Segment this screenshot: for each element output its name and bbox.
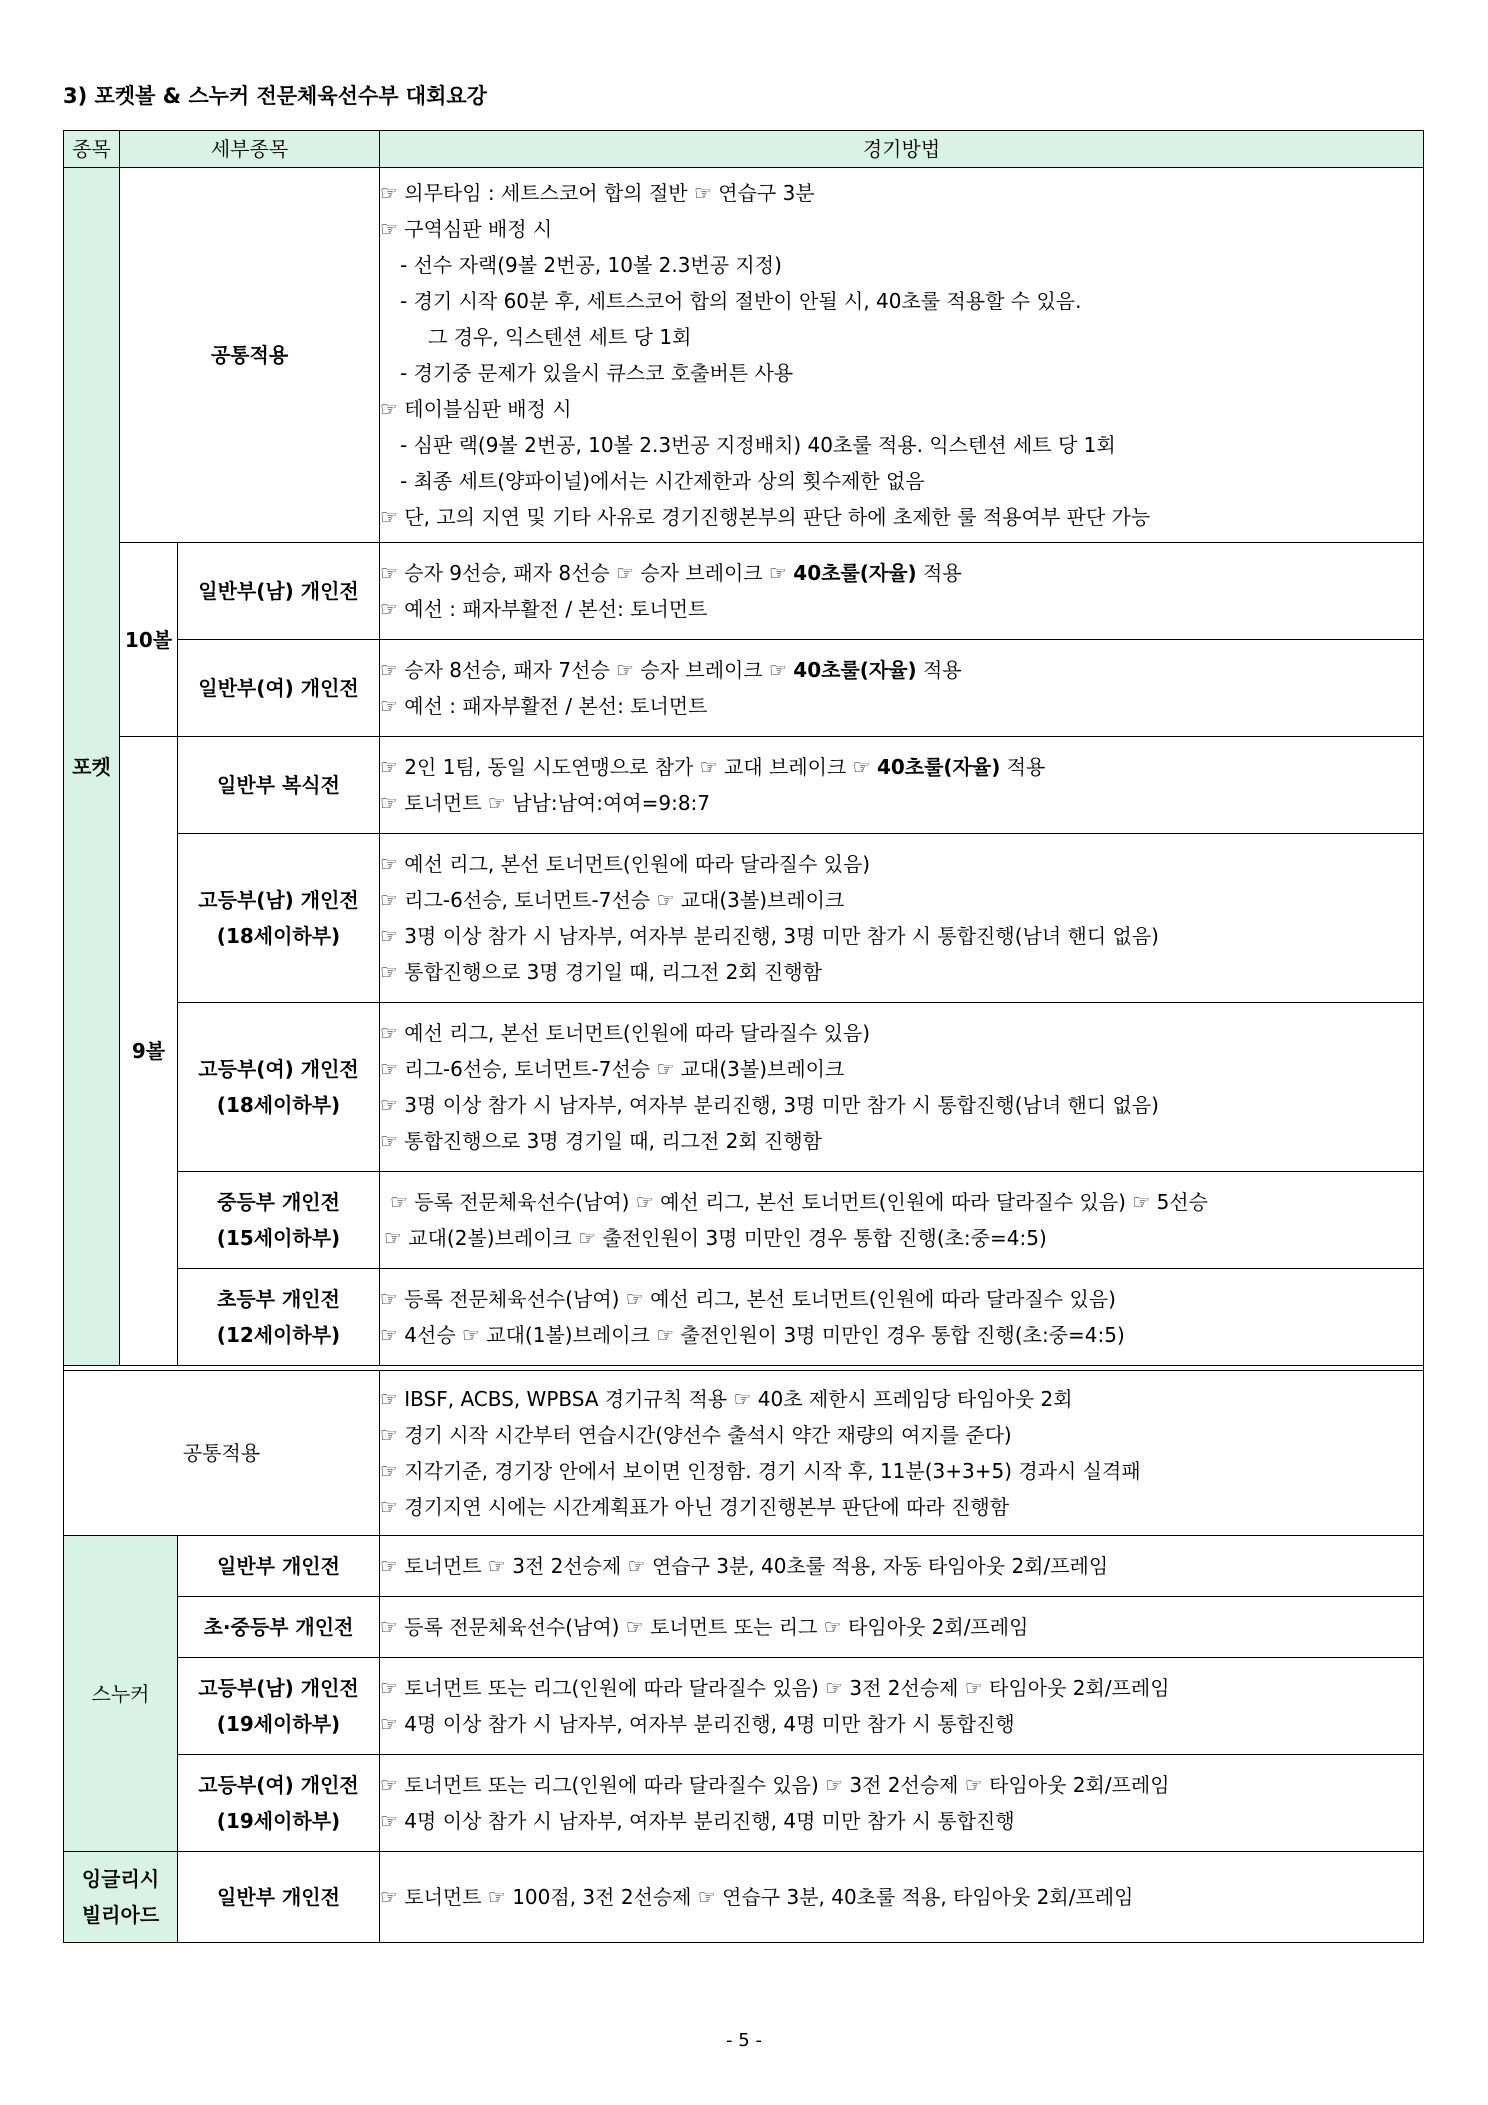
sub-label-age: (19세이하부)	[216, 1809, 341, 1833]
9ball-es-rules	[380, 1269, 1424, 1366]
snooker-common-rules	[380, 1371, 1424, 1536]
group-snooker	[64, 1536, 178, 1852]
rule-line: ☞ 등록 전문체육선수(남여) ☞ 토너먼트 또는 리그 ☞ 타임아웃 2회/프레임	[380, 1615, 1029, 1639]
sub-9ball-ms	[178, 1172, 380, 1269]
sub-10ball-label: 10볼	[124, 627, 173, 652]
rule-line: ☞ 토너먼트 ☞ 3전 2선승제 ☞ 연습구 3분, 40초룰 적용, 자동 타임아웃 2회/프레임	[380, 1554, 1109, 1578]
sub-9ball-hs-men	[178, 834, 380, 1003]
rule-line: ☞ 예선 리그, 본선 토너먼트(인원에 따라 달라질수 있음)	[380, 852, 871, 876]
rule-line: ☞ 교대(2볼)브레이크 ☞ 출전인원이 3명 미만인 경우 통합 진행(초:중=4:5)	[384, 1226, 1047, 1250]
table-row	[64, 1658, 1424, 1755]
header-sub-event: 세부종목	[120, 131, 380, 168]
group-snooker-label: 스누커	[91, 1681, 150, 1706]
sub-label-age: (18세이하부)	[216, 924, 341, 948]
sub-10ball-men: 일반부(남) 개인전	[178, 543, 380, 640]
rule-line: ☞ 토너먼트 또는 리그(인원에 따라 달라질수 있음) ☞ 3전 2선승제 ☞ 타임아웃 2회/프레임	[380, 1676, 1170, 1700]
sub-9ball-label: 9볼	[131, 1039, 166, 1063]
snooker-hs-men-rules	[380, 1658, 1424, 1755]
page-title: 3) 포켓볼 & 스누커 전문체육선수부 대회요강	[63, 84, 487, 108]
table-row	[64, 1003, 1424, 1172]
snooker-hs-women-rules	[380, 1755, 1424, 1852]
rule-line: - 심판 랙(9볼 2번공, 10볼 2.3번공 지정배치) 40초룰 적용. 익스텐션 세트 당 1회	[400, 433, 1116, 457]
rule-text: 적용	[1000, 755, 1046, 779]
sub-snooker-common-label: 공통적용	[182, 1441, 261, 1465]
rule-line: ☞ 4명 이상 참가 시 남자부, 여자부 분리진행, 4명 미만 참가 시 통합진행	[380, 1809, 1015, 1833]
rule-line: ☞ 4명 이상 참가 시 남자부, 여자부 분리진행, 4명 미만 참가 시 통합진행	[380, 1712, 1015, 1736]
table-row	[64, 1536, 1424, 1597]
header-event: 종목	[64, 131, 120, 168]
rule-bold: 40초룰(자율)	[793, 658, 917, 682]
table-row	[64, 168, 1424, 543]
rule-line: - 최종 세트(양파이널)에서는 시간제한과 상의 횟수제한 없음	[400, 469, 925, 493]
group-pocket	[64, 168, 120, 1366]
sub-pocket-common-label: 공통적용	[210, 343, 289, 367]
sub-snooker-hs-men	[178, 1658, 380, 1755]
sub-label-age: (12세이하부)	[216, 1323, 341, 1347]
rule-text: 적용	[916, 561, 962, 585]
rule-line: ☞ 3명 이상 참가 시 남자부, 여자부 분리진행, 3명 미만 참가 시 통합진행(남녀 핸디 없음)	[380, 924, 1159, 948]
table-row	[64, 834, 1424, 1003]
rule-line: ☞ 4선승 ☞ 교대(1볼)브레이크 ☞ 출전인원이 3명 미만인 경우 통합 진행(초:중=4:5)	[380, 1323, 1125, 1347]
rule-text: ☞ 2인 1팀, 동일 시도연맹으로 참가 ☞ 교대 브레이크 ☞	[380, 755, 877, 779]
sub-label: 초등부 개인전	[217, 1287, 340, 1311]
sub-snooker-general: 일반부 개인전	[178, 1536, 380, 1597]
9ball-doubles-rules	[380, 737, 1424, 834]
pocket-common-rules	[380, 168, 1424, 543]
sub-10ball	[120, 543, 178, 737]
sub-english-general: 일반부 개인전	[178, 1852, 380, 1943]
9ball-ms-rules	[380, 1172, 1424, 1269]
sub-label: 중등부 개인전	[217, 1190, 340, 1214]
rule-text: ☞ 승자 9선승, 패자 8선승 ☞ 승자 브레이크 ☞	[380, 561, 794, 585]
9ball-hs-women-rules	[380, 1003, 1424, 1172]
sub-snooker-hs-women	[178, 1755, 380, 1852]
snooker-youth-rules	[380, 1597, 1424, 1658]
rule-line	[380, 652, 1423, 688]
table-row	[64, 640, 1424, 737]
table-header-row	[64, 131, 1424, 168]
table-row	[64, 1172, 1424, 1269]
rule-line	[380, 555, 1423, 591]
sub-10ball-women: 일반부(여) 개인전	[178, 640, 380, 737]
sub-snooker-common	[64, 1371, 380, 1536]
rule-line: - 경기중 문제가 있을시 큐스코 호출버튼 사용	[400, 361, 794, 385]
rule-line: ☞ 등록 전문체육선수(남여) ☞ 예선 리그, 본선 토너먼트(인원에 따라 달라질수 있음) ☞ 5선승	[390, 1190, 1208, 1214]
sub-label-age: (19세이하부)	[216, 1712, 341, 1736]
table-row	[64, 1755, 1424, 1852]
sub-9ball-es	[178, 1269, 380, 1366]
rule-line: ☞ 예선 : 패자부활전 / 본선: 토너먼트	[380, 694, 708, 718]
sub-snooker-youth: 초·중등부 개인전	[178, 1597, 380, 1658]
group-pocket-label: 포켓	[72, 754, 111, 779]
rule-line: ☞ 등록 전문체육선수(남여) ☞ 예선 리그, 본선 토너먼트(인원에 따라 달라질수 있음)	[380, 1287, 1116, 1311]
sub-label-age: (18세이하부)	[216, 1093, 341, 1117]
rule-line: ☞ 통합진행으로 3명 경기일 때, 리그전 2회 진행함	[380, 960, 822, 984]
rule-line: ☞ 토너먼트 ☞ 100점, 3전 2선승제 ☞ 연습구 3분, 40초룰 적용, 타임아웃 2회/프레임	[380, 1885, 1134, 1909]
table-row	[64, 1852, 1424, 1943]
rule-line: ☞ 토너먼트 ☞ 남남:남여:여여=9:8:7	[380, 791, 711, 815]
header-method: 경기방법	[380, 131, 1424, 168]
group-english-label: 잉글리시	[81, 1867, 160, 1891]
sub-label: 고등부(여) 개인전	[198, 1773, 359, 1797]
sub-label: 고등부(남) 개인전	[198, 1676, 359, 1700]
page-number: - 5 -	[726, 2030, 762, 2051]
table-row	[64, 543, 1424, 640]
rule-text: 적용	[916, 658, 962, 682]
rule-line: ☞ 3명 이상 참가 시 남자부, 여자부 분리진행, 3명 미만 참가 시 통합진행(남녀 핸디 없음)	[380, 1093, 1159, 1117]
rule-line: - 경기 시작 60분 후, 세트스코어 합의 절반이 안될 시, 40초룰 적용할 수 있음.	[400, 289, 1082, 313]
group-english-billiards	[64, 1852, 178, 1943]
group-english-label: 빌리아드	[81, 1903, 160, 1927]
rule-line: ☞ 토너먼트 또는 리그(인원에 따라 달라질수 있음) ☞ 3전 2선승제 ☞ 타임아웃 2회/프레임	[380, 1773, 1170, 1797]
sub-label: 고등부(남) 개인전	[198, 888, 359, 912]
rule-line: ☞ 경기 시작 시간부터 연습시간(양선수 출석시 약간 재량의 여지를 준다)	[380, 1423, 1012, 1447]
sub-9ball	[120, 737, 178, 1366]
sub-pocket-common	[120, 168, 380, 543]
rule-line: ☞ 테이블심판 배정 시	[380, 397, 572, 421]
rule-line: ☞ 구역심판 배정 시	[380, 217, 553, 241]
table-row	[64, 1371, 1424, 1536]
table-row	[64, 1597, 1424, 1658]
rule-bold: 40초룰(자율)	[876, 755, 1001, 779]
rule-line: ☞ 경기지연 시에는 시간계획표가 아닌 경기진행본부 판단에 따라 진행함	[380, 1495, 1010, 1519]
snooker-general-rules	[380, 1536, 1424, 1597]
competition-rules-table	[63, 130, 1424, 1943]
rule-bold: 40초룰(자율)	[793, 561, 917, 585]
english-general-rules	[380, 1852, 1424, 1943]
rule-line: ☞ 의무타임 : 세트스코어 합의 절반 ☞ 연습구 3분	[380, 181, 815, 205]
10ball-men-rules	[380, 543, 1424, 640]
sub-9ball-hs-women	[178, 1003, 380, 1172]
sub-9ball-doubles: 일반부 복식전	[178, 737, 380, 834]
rule-line: ☞ 단, 고의 지연 및 기타 사유로 경기진행본부의 판단 하에 초제한 룰 적용여부 판단 가능	[380, 505, 1151, 529]
sub-label-age: (15세이하부)	[216, 1226, 341, 1250]
rule-line: ☞ 리그-6선승, 토너먼트-7선승 ☞ 교대(3볼)브레이크	[380, 1057, 845, 1081]
rule-line: ☞ IBSF, ACBS, WPBSA 경기규칙 적용 ☞ 40초 제한시 프레임당 타임아웃 2회	[380, 1387, 1073, 1411]
rule-line: ☞ 지각기준, 경기장 안에서 보이면 인정함. 경기 시작 후, 11분(3+3+5) 경과시 실격패	[380, 1459, 1141, 1483]
rule-line: ☞ 리그-6선승, 토너먼트-7선승 ☞ 교대(3볼)브레이크	[380, 888, 845, 912]
rule-line	[380, 749, 1423, 785]
table-row	[64, 1269, 1424, 1366]
10ball-women-rules	[380, 640, 1424, 737]
rule-line: 그 경우, 익스텐션 세트 당 1회	[428, 325, 692, 349]
rule-line: - 선수 자랙(9볼 2번공, 10볼 2.3번공 지정)	[400, 253, 782, 277]
table-row	[64, 737, 1424, 834]
9ball-hs-men-rules	[380, 834, 1424, 1003]
sub-label: 고등부(여) 개인전	[198, 1057, 359, 1081]
rule-line: ☞ 예선 리그, 본선 토너먼트(인원에 따라 달라질수 있음)	[380, 1021, 871, 1045]
rule-text: ☞ 승자 8선승, 패자 7선승 ☞ 승자 브레이크 ☞	[380, 658, 794, 682]
rule-line: ☞ 예선 : 패자부활전 / 본선: 토너먼트	[380, 597, 708, 621]
rule-line: ☞ 통합진행으로 3명 경기일 때, 리그전 2회 진행함	[380, 1129, 822, 1153]
